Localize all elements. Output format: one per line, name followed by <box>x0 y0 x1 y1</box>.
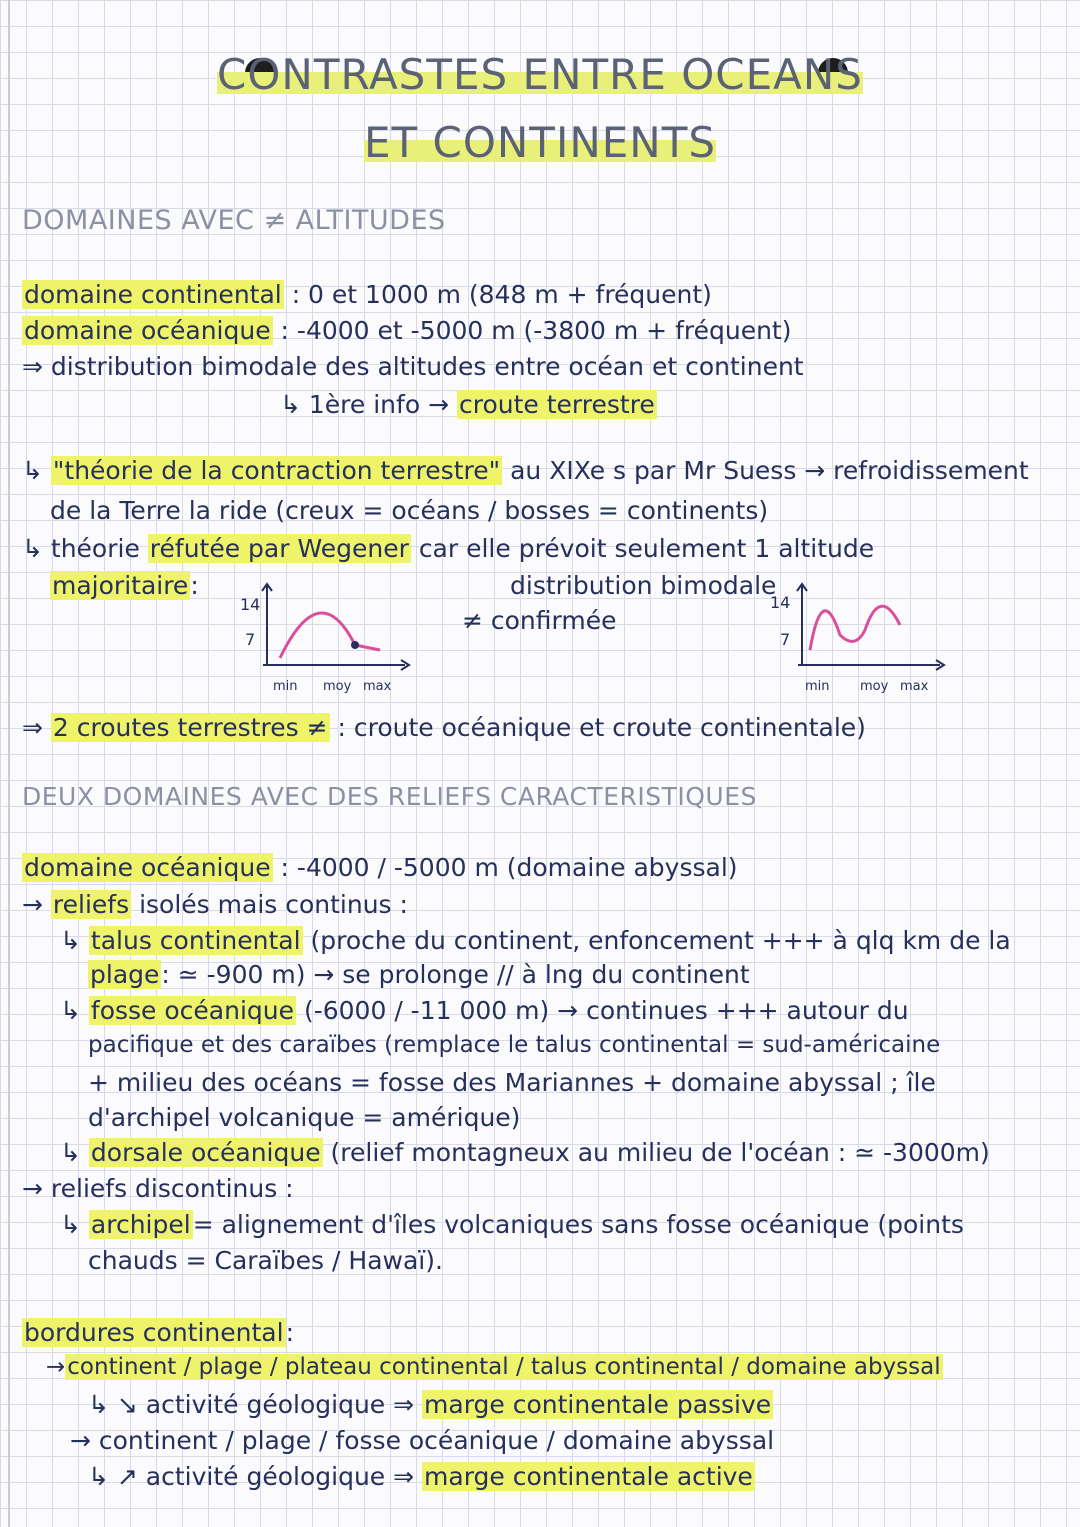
note-line: d'archipel volcanique = amérique) <box>88 1103 521 1132</box>
note-line: domaine continental : 0 et 1000 m (848 m + fréquent) <box>24 280 712 309</box>
note-line: →continent / plage / plateau continental / talus continental / domaine abyssal <box>46 1354 941 1380</box>
note-line: → continent / plage / fosse océanique / domaine abyssal <box>70 1426 775 1455</box>
section-heading-reliefs: DEUX DOMAINES AVEC DES RELIEFS CARACTERISTIQUES <box>22 782 757 811</box>
note-line: bordures continental: <box>24 1318 295 1347</box>
note-line: distribution bimodale <box>510 571 777 600</box>
note-line: ↳ théorie réfutée par Wegener car elle prévoit seulement 1 altitude <box>22 534 875 563</box>
note-line: ↳ talus continental (proche du continent, enfoncement +++ à qlq km de la <box>60 926 1011 955</box>
chart2-ytick-14: 14 <box>770 593 791 612</box>
chart1-xtick-max: max <box>363 679 392 694</box>
section-heading-altitudes: DOMAINES AVEC ≠ ALTITUDES <box>22 205 446 236</box>
note-line: ↳ dorsale océanique (relief montagneux au milieu de l'océan : ≃ -3000m) <box>60 1138 990 1167</box>
note-line: domaine océanique : -4000 / -5000 m (domaine abyssal) <box>24 853 738 882</box>
note-line: ↳ archipel= alignement d'îles volcaniques sans fosse océanique (points <box>60 1210 964 1239</box>
chart1-ytick-7: 7 <box>245 630 256 649</box>
note-line: de la Terre la ride (creux = océans / bosses = continents) <box>50 496 769 525</box>
note-line: pacifique et des caraïbes (remplace le talus continental = sud-américaine <box>88 1032 941 1058</box>
chart1-xtick-moy: moy <box>323 679 352 694</box>
note-line: + milieu des océans = fosse des Mariannes + domaine abyssal ; île <box>88 1068 936 1097</box>
note-line: ↳ 1ère info → croute terrestre <box>280 390 655 419</box>
note-line: ≠ confirmée <box>462 606 617 635</box>
page-title-line1: CONTRASTES ENTRE OCEANS <box>217 50 863 99</box>
note-line: ↳ fosse océanique (-6000 / -11 000 m) → continues +++ autour du <box>60 996 909 1025</box>
chart1-curve <box>280 613 380 658</box>
note-line: ↳ ↗ activité géologique ⇒ marge continentale active <box>88 1462 753 1491</box>
chart2-xtick-min: min <box>805 679 830 694</box>
note-line: → reliefs discontinus : <box>22 1174 294 1203</box>
chart2-ytick-7: 7 <box>780 630 791 649</box>
chart2-curve <box>810 606 900 650</box>
note-line: ↳ "théorie de la contraction terrestre" au XIXe s par Mr Suess → refroidissement <box>22 456 1029 485</box>
page-title-line2: ET CONTINENTS <box>363 118 717 167</box>
note-line: plage: ≃ -900 m) → se prolonge // à lng du continent <box>90 960 750 989</box>
chart1-ytick-14: 14 <box>240 595 261 614</box>
bimodal-distribution-chart <box>760 580 960 700</box>
note-line: → reliefs isolés mais continus : <box>22 890 408 919</box>
note-line: ⇒ distribution bimodale des altitudes entre océan et continent <box>22 352 804 381</box>
chart2-xtick-max: max <box>900 679 929 694</box>
note-line: ↳ ↘ activité géologique ⇒ marge continentale passive <box>88 1390 772 1419</box>
page-margin-line <box>8 0 10 1527</box>
chart1-xtick-min: min <box>273 679 298 694</box>
note-line: chauds = Caraïbes / Hawaï). <box>88 1246 443 1275</box>
chart2-xtick-moy: moy <box>860 679 889 694</box>
note-line: domaine océanique : -4000 et -5000 m (-3800 m + fréquent) <box>24 316 792 345</box>
unimodal-distribution-chart <box>225 580 425 700</box>
chart1-point <box>351 641 359 649</box>
note-line: majoritaire: <box>52 571 199 600</box>
note-line: ⇒ 2 croutes terrestres ≠ : croute océanique et croute continentale) <box>22 713 866 742</box>
